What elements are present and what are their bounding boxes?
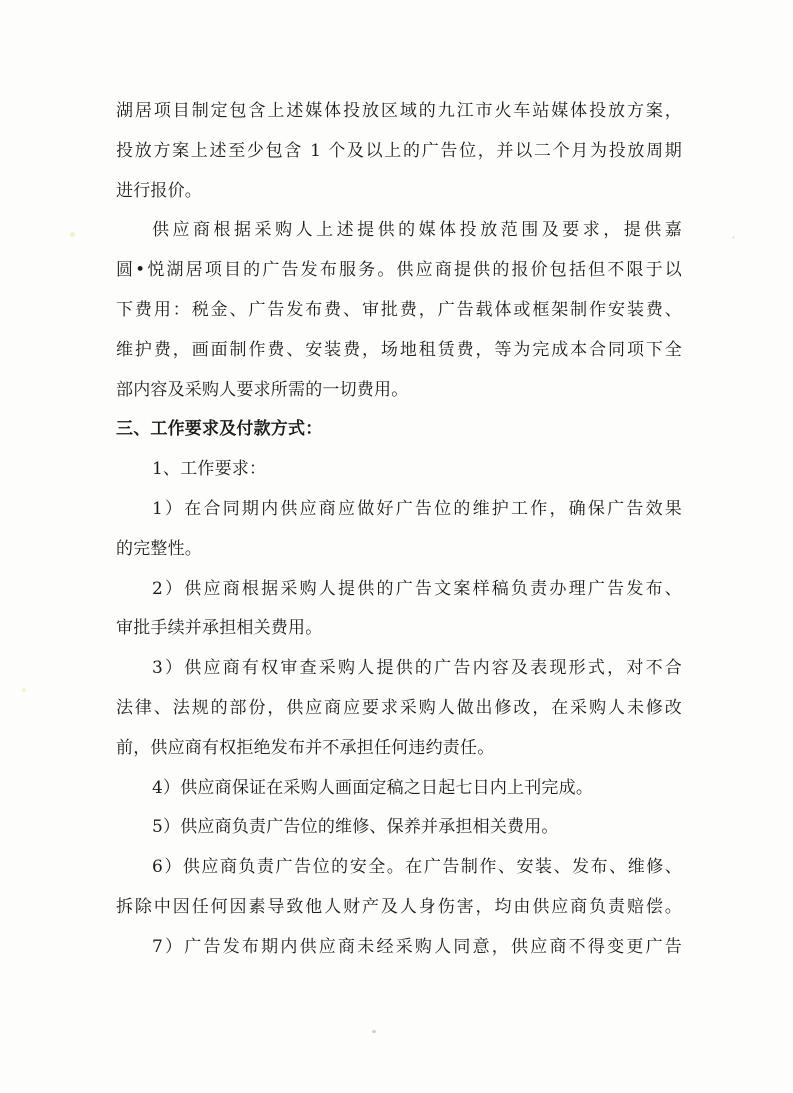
list-item-line: 前，供应商有权拒绝发布并不承担任何违约责任。 bbox=[116, 737, 495, 758]
scan-speck bbox=[22, 688, 26, 692]
paragraph-line: 圆•悦湖居项目的广告发布服务。供应商提供的报价包括但不限于以 bbox=[116, 260, 682, 281]
paragraph-line: 湖居项目制定包含上述媒体投放区域的九江市火车站媒体投放方案， bbox=[116, 101, 682, 121]
list-item-line: 拆除中因任何因素导致他人财产及人身伤害，均由供应商负责赔偿。 bbox=[116, 896, 682, 917]
paragraph-line: 下费用：税金、广告发布费、审批费，广告载体或框架制作安装费、 bbox=[116, 299, 682, 320]
list-item-line: 5）供应商负责广告位的维修、保养并承担相关费用。 bbox=[152, 817, 559, 838]
paragraph-line: 维护费，画面制作费、安装费，场地租赁费，等为完成本合同项下全 bbox=[116, 339, 682, 360]
paragraph-line: 供应商根据采购人上述提供的媒体投放范围及要求，提供嘉 bbox=[152, 220, 682, 241]
paragraph-line: 投放方案上述至少包含 1 个及以上的广告位，并以二个月为投放周期 bbox=[116, 140, 682, 161]
list-item-line: 法律、法规的部份，供应商应要求采购人做出修改，在采购人未修改 bbox=[116, 697, 682, 718]
scan-speck bbox=[70, 232, 75, 237]
list-item-line: 的完整性。 bbox=[116, 538, 202, 559]
document-body bbox=[116, 92, 682, 968]
scan-speck bbox=[732, 236, 735, 239]
list-item-line: 4）供应商保证在采购人画面定稿之日起七日内上刊完成。 bbox=[152, 777, 594, 798]
list-item-line: 审批手续并承担相关费用。 bbox=[116, 618, 323, 639]
list-item-line: 6）供应商负责广告位的安全。在广告制作、安装、发布、维修、 bbox=[152, 857, 682, 878]
list-item-line: 2）供应商根据采购人提供的广告文案样稿负责办理广告发布、 bbox=[152, 578, 682, 599]
subsection-heading: 1、工作要求： bbox=[152, 459, 267, 480]
list-item-line: 3）供应商有权审查采购人提供的广告内容及表现形式，对不合 bbox=[152, 658, 682, 679]
paragraph-line: 进行报价。 bbox=[116, 180, 202, 201]
paragraph-line: 部内容及采购人要求所需的一切费用。 bbox=[116, 379, 409, 400]
section-heading: 三、工作要求及付款方式： bbox=[116, 419, 323, 440]
list-item-line: 1）在合同期内供应商应做好广告位的维护工作，确保广告效果 bbox=[152, 498, 682, 519]
scan-speck bbox=[372, 1030, 376, 1033]
list-item-line: 7）广告发布期内供应商未经采购人同意，供应商不得变更广告 bbox=[152, 936, 682, 957]
